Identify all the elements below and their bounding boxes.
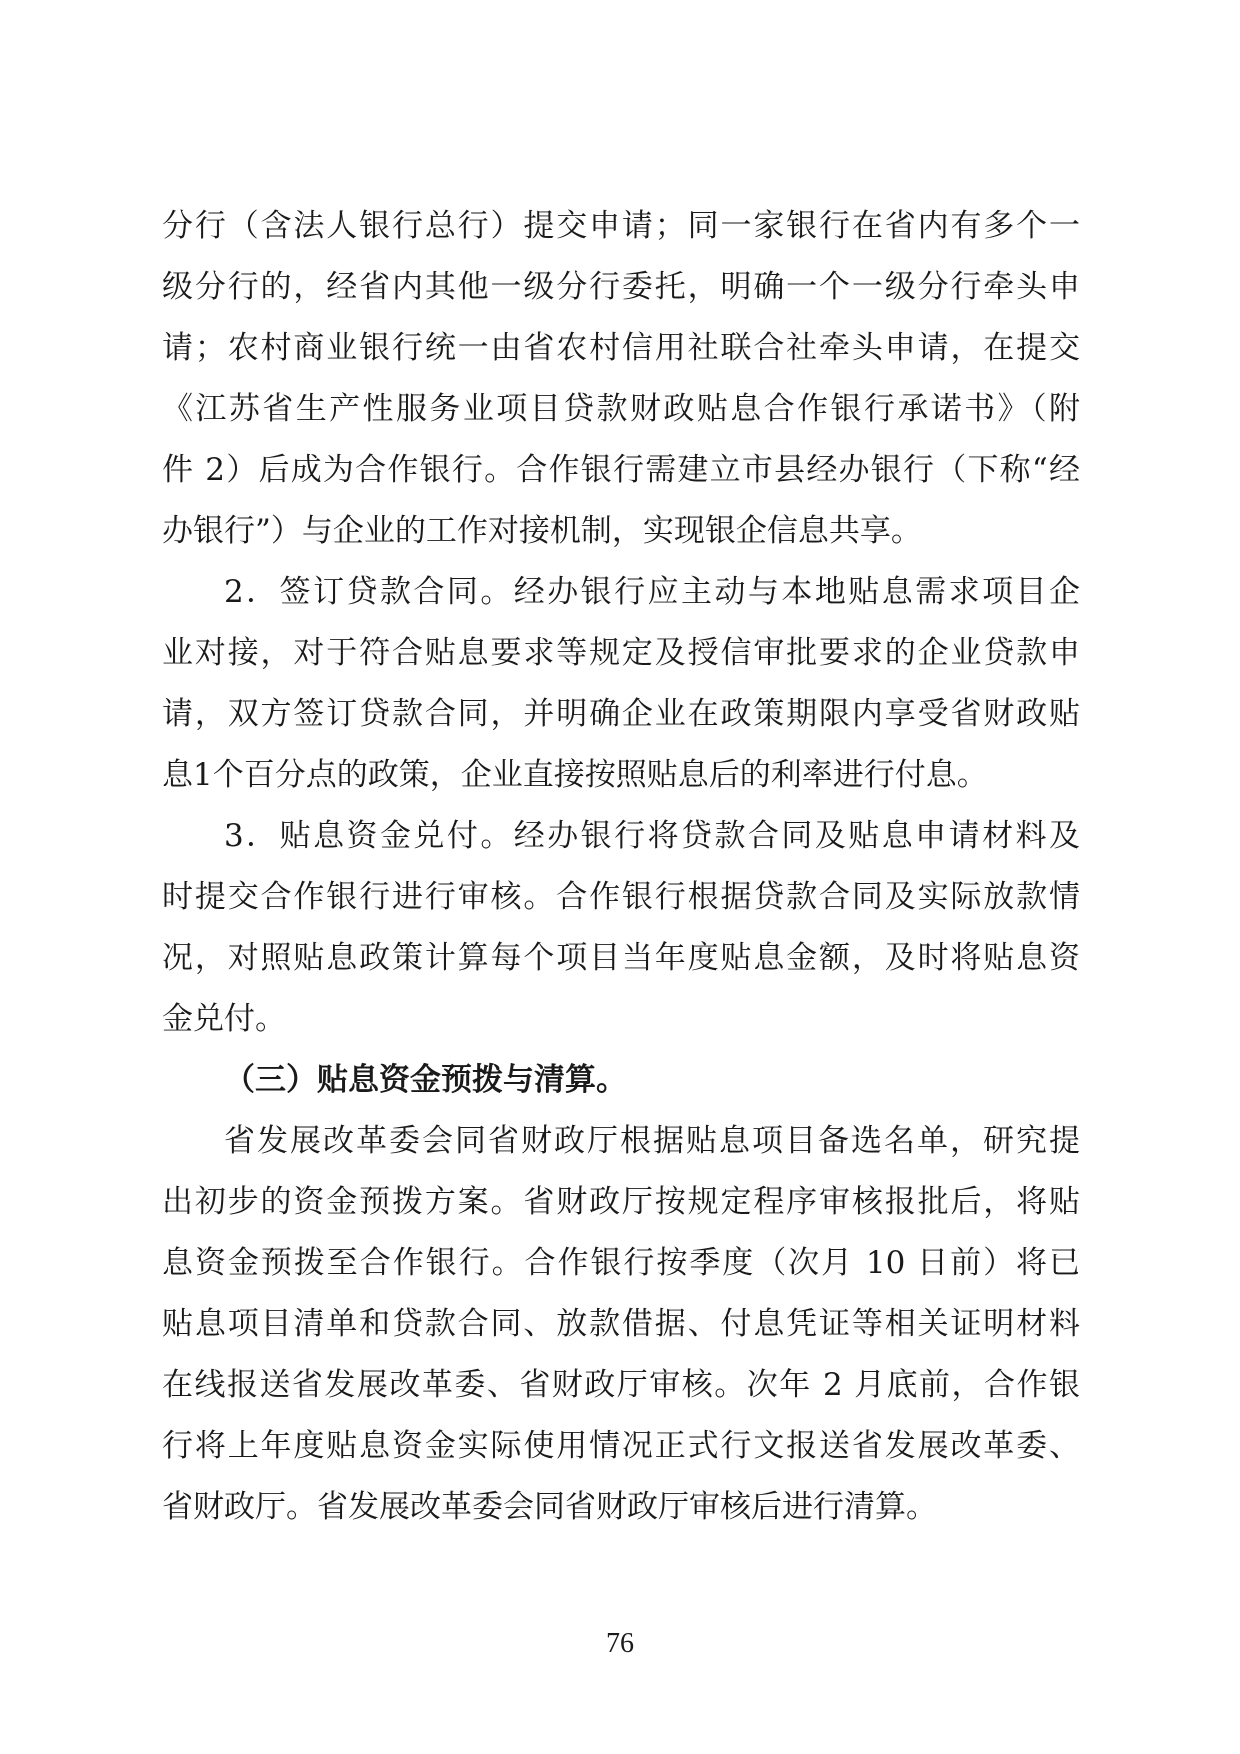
paragraph-line: 省发展改革委会同省财政厅根据贴息项目备选名单，研究提 [224, 1123, 1080, 1159]
paragraph-line: 《江苏省生产性服务业项目贷款财政贴息合作银行承诺书》（附 [162, 391, 1080, 427]
paragraph-line: 请，双方签订贷款合同，并明确企业在政策期限内享受省财政贴 [162, 696, 1080, 732]
paragraph-line: 请；农村商业银行统一由省农村信用社联合社牵头申请，在提交 [162, 330, 1080, 366]
paragraph-line: 贴息项目清单和贷款合同、放款借据、付息凭证等相关证明材料 [162, 1306, 1080, 1342]
paragraph-line: 件 2）后成为合作银行。合作银行需建立市县经办银行（下称“经 [162, 452, 1080, 488]
paragraph-line: 分行（含法人银行总行）提交申请；同一家银行在省内有多个一 [162, 208, 1080, 244]
paragraph-line: 息资金预拨至合作银行。合作银行按季度（次月 10 日前）将已 [162, 1245, 1080, 1281]
paragraph-line: 况，对照贴息政策计算每个项目当年度贴息金额，及时将贴息资 [162, 940, 1080, 976]
paragraph-line: 业对接，对于符合贴息要求等规定及授信审批要求的企业贷款申 [162, 635, 1080, 671]
section-heading: （三）贴息资金预拨与清算。 [224, 1062, 627, 1098]
paragraph-line: 省财政厅。省发展改革委会同省财政厅审核后进行清算。 [162, 1489, 937, 1525]
paragraph-line: 金兑付。 [162, 1001, 286, 1037]
body-text [162, 196, 1080, 1538]
paragraph-line: 级分行的，经省内其他一级分行委托，明确一个一级分行牵头申 [162, 269, 1080, 305]
page-number: 76 [606, 1628, 634, 1659]
paragraph-line: 出初步的资金预拨方案。省财政厅按规定程序审核报批后，将贴 [162, 1184, 1080, 1220]
paragraph-line: 行将上年度贴息资金实际使用情况正式行文报送省发展改革委、 [162, 1428, 1080, 1464]
paragraph-line: 时提交合作银行进行审核。合作银行根据贷款合同及实际放款情 [162, 879, 1080, 915]
paragraph-line: 在线报送省发展改革委、省财政厅审核。次年 2 月底前，合作银 [162, 1367, 1080, 1403]
paragraph-line: 息1个百分点的政策，企业直接按照贴息后的利率进行付息。 [162, 757, 988, 793]
paragraph-line: 3．贴息资金兑付。经办银行将贷款合同及贴息申请材料及 [224, 818, 1080, 854]
paragraph-line: 2．签订贷款合同。经办银行应主动与本地贴息需求项目企 [224, 574, 1080, 610]
paragraph-line: 办银行”）与企业的工作对接机制，实现银企信息共享。 [162, 513, 922, 549]
